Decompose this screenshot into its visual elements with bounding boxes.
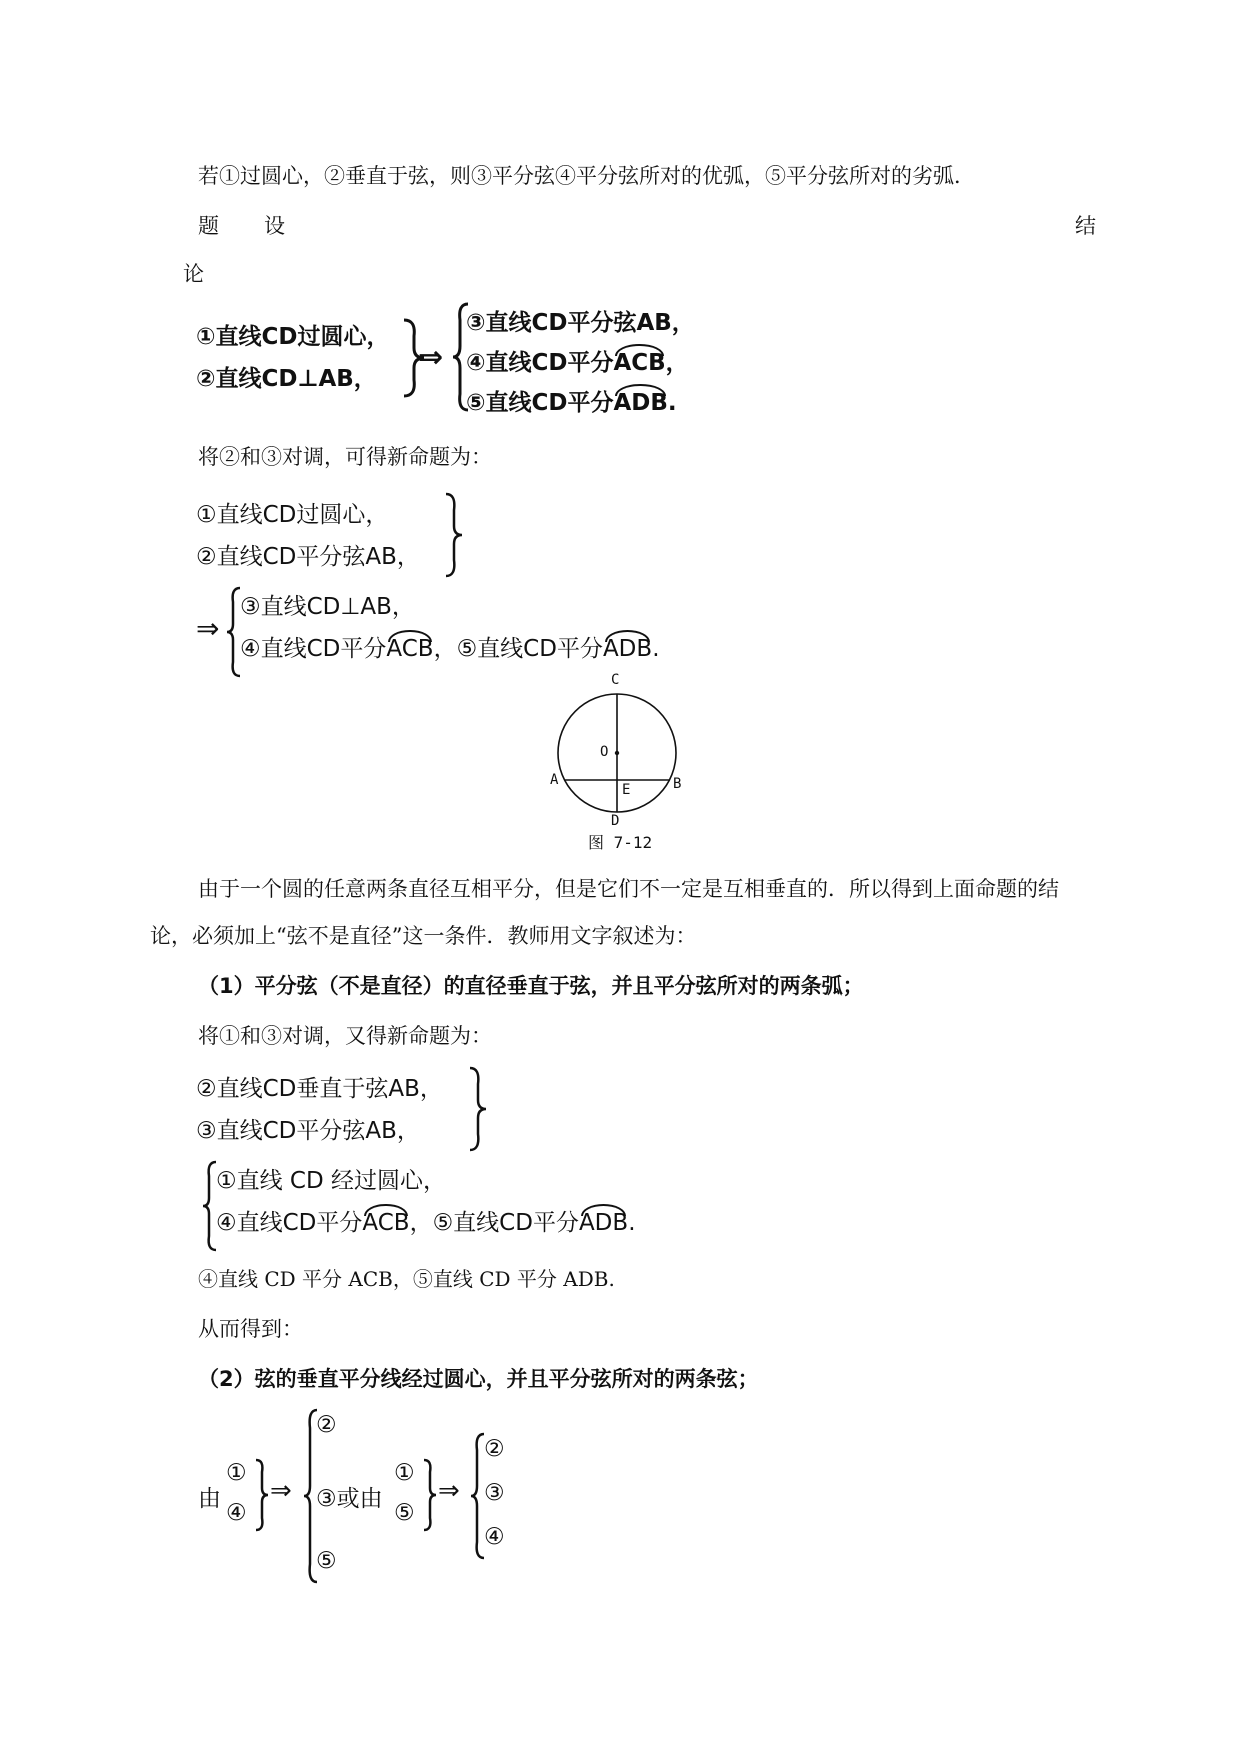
arc-acb-2: ACB [386,632,433,662]
arc-acb: ACB [613,346,665,376]
header-premise: 题 设 [198,214,297,238]
label-d: D [611,813,620,829]
label-a: A [550,772,559,788]
plain-result-text: ④直线 CD 平分 ACB，⑤直线 CD 平分 ADB. [198,1267,615,1291]
block2-result-2-mid: ，⑤直线CD平分 [433,636,603,662]
block4-mid-bot: ⑤ [316,1548,337,1574]
block2-cond-2: ②直线CD平分弦AB， [196,544,420,570]
label-e: E [622,782,631,798]
header-conclusion-1: 结 [1075,214,1096,238]
block4-you: 由 [198,1486,221,1512]
block2-right-brace [444,492,464,578]
circle-diagram [550,670,690,855]
label-o: O [600,744,609,760]
block3-result-1: ①直线 CD 经过圆心， [216,1168,447,1194]
block1-result-5-post: . [667,390,677,416]
swap1-text: 将②和③对调，可得新命题为： [198,445,492,469]
block1-arrow: ⇒ [418,340,444,375]
block1-cond-2: ②直线CD⊥AB， [196,366,377,392]
arc-adb: ADB [613,386,667,416]
block4-r2: ③ [484,1480,505,1506]
block2-result-1: ③直线CD⊥AB， [240,594,415,620]
block2-cond-1: ①直线CD过圆心， [196,502,389,528]
block1-result-4-text: ④直线CD平分 [466,350,614,376]
block3-cond-2: ③直线CD平分弦AB， [196,1118,420,1144]
block4-top1: ① [226,1460,247,1486]
block4-brace-1 [254,1458,270,1532]
block4-mid-mid: ③或由 [316,1486,383,1512]
block1-result-4-post: ， [665,350,689,376]
hence-text: 从而得到： [198,1317,303,1341]
arc-acb-3: ACB [362,1206,409,1236]
label-b: B [673,776,682,792]
header-conclusion-2: 论 [183,262,204,286]
block3-result-2-pre: ④直线CD平分 [216,1210,363,1236]
block1-cond-1: ①直线CD过圆心， [196,324,390,350]
block3-right-brace [468,1066,488,1152]
block4-arrow-1: ⇒ [270,1476,292,1506]
block1-result-5 [466,384,677,417]
block4-mid-top: ② [316,1412,337,1438]
block4-r3: ④ [484,1524,505,1550]
block3-result-2-post: . [628,1210,636,1236]
theorem-2: （2）弦的垂直平分线经过圆心，并且平分弦所对的两条弦； [198,1367,759,1391]
label-c: C [611,672,620,688]
block1-result-3-text: ③直线CD平分弦AB， [466,310,695,336]
center-point [615,751,619,755]
block4-top2: ① [394,1460,415,1486]
circle-figure [550,670,690,855]
block2-result-2-post: . [652,636,660,662]
arc-adb-2: ADB [603,632,652,662]
figure-caption: 图 7-12 [588,833,653,852]
arc-adb-3: ADB [579,1206,628,1236]
para1-line2: 论，必须加上“弦不是直径”这一条件．教师用文字叙述为： [150,924,697,948]
block2-arrow: ⇒ [196,612,220,645]
block4-bot1: ④ [226,1500,247,1526]
block3-cond-1: ②直线CD垂直于弦AB， [196,1076,443,1102]
block4-brace-3 [422,1458,438,1532]
theorem-1: （1）平分弦（不是直径）的直径垂直于弦，并且平分弦所对的两条弧； [198,974,864,998]
block1-result-5-text: ⑤直线CD平分 [466,390,614,416]
block4-arrow-2: ⇒ [438,1476,460,1506]
block3-result-2-mid: ，⑤直线CD平分 [409,1210,579,1236]
swap2-text: 将①和③对调，又得新命题为： [198,1024,492,1048]
para1-line1: 由于一个圆的任意两条直径互相平分，但是它们不一定是互相垂直的．所以得到上面命题的结 [198,877,1059,901]
block4-r1: ② [484,1436,505,1462]
block2-result-2-pre: ④直线CD平分 [240,636,387,662]
intro-text: 若①过圆心，②垂直于弦，则③平分弦④平分弦所对的优弧，⑤平分弦所对的劣弧． [198,164,975,188]
block1-result-4 [466,344,689,377]
block1-result-3 [466,304,695,337]
block3-result-2 [216,1204,636,1237]
block4-bot2: ⑤ [394,1500,415,1526]
block2-result-2 [240,630,660,663]
